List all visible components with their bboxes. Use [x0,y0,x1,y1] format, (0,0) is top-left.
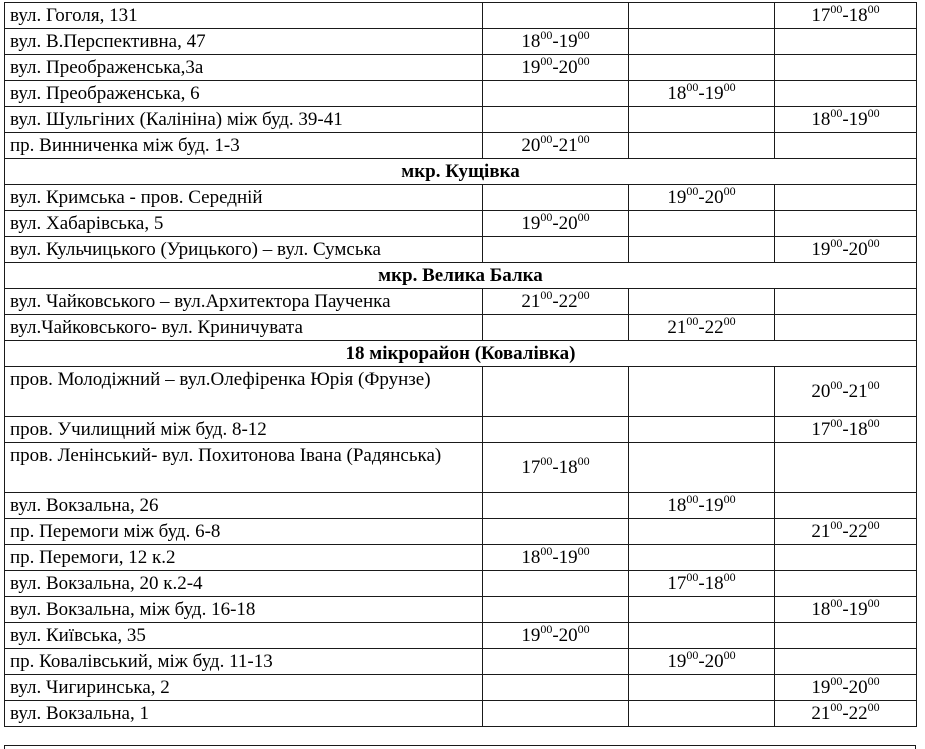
table-row [5,417,917,443]
address-cell: пр. Перемоги між буд. 6-8 [5,519,483,545]
range-dash: - [842,676,849,698]
empty-cell [775,81,917,107]
range-dash: - [552,30,559,52]
time-slot-cell [629,649,775,675]
range-dash: - [842,108,849,130]
empty-cell [483,315,629,341]
range-dash: - [842,598,849,620]
empty-cell [483,81,629,107]
table-row [5,571,917,597]
empty-cell [629,237,775,263]
table-row [5,701,917,727]
end-hour: 22 [558,290,578,312]
empty-cell [483,3,629,29]
empty-cell [775,649,917,675]
address-cell: вул. Вокзальна, 20 к.2-4 [5,571,483,597]
range-dash: - [698,494,705,516]
end-hour: 19 [848,598,868,620]
table-row [5,81,917,107]
empty-cell [775,133,917,159]
start-hour: 17 [521,456,541,478]
time-slot-cell [775,237,917,263]
empty-cell [775,315,917,341]
range-dash: - [552,624,559,646]
empty-cell [629,519,775,545]
range-dash: - [842,380,849,402]
empty-cell [775,289,917,315]
address-cell: вул. Кульчицького (Урицького) – вул. Сумська [5,237,483,263]
start-minutes: 00 [686,184,699,198]
range-dash: - [552,212,559,234]
time-slot-cell [775,107,917,133]
empty-cell [775,571,917,597]
address-cell: вул. Хабарівська, 5 [5,211,483,237]
start-hour: 21 [667,316,687,338]
end-minutes: 00 [867,700,880,714]
time-slot-cell [483,545,629,571]
next-section-edge [4,745,916,749]
end-minutes: 00 [867,106,880,120]
range-dash: - [842,4,849,26]
end-minutes: 00 [577,453,590,468]
range-dash: - [842,418,849,440]
start-hour: 18 [667,494,687,516]
table-row [5,289,917,315]
end-minutes: 00 [723,648,736,662]
empty-cell [483,571,629,597]
time-slot-cell [775,367,917,417]
empty-cell [775,545,917,571]
range-dash: - [552,546,559,568]
start-hour: 18 [811,108,831,130]
empty-cell [629,597,775,623]
range-dash: - [552,56,559,78]
end-minutes: 00 [723,570,736,584]
start-hour: 19 [811,676,831,698]
empty-cell [629,367,775,417]
end-hour: 20 [558,212,578,234]
table-row [5,107,917,133]
end-minutes: 00 [577,622,590,636]
time-slot-cell [629,81,775,107]
empty-cell [775,623,917,649]
end-minutes: 00 [867,236,880,250]
end-hour: 20 [848,676,868,698]
empty-cell [483,185,629,211]
empty-cell [775,211,917,237]
table-row [5,237,917,263]
end-hour: 20 [848,238,868,260]
end-minutes: 00 [723,314,736,328]
time-slot-cell [483,443,629,493]
empty-cell [775,443,917,493]
table-row [5,367,917,417]
start-hour: 19 [521,212,541,234]
time-slot-cell [483,29,629,55]
start-hour: 21 [811,702,831,724]
empty-cell [775,493,917,519]
empty-cell [483,675,629,701]
address-cell: вул. Преображенська, 6 [5,81,483,107]
start-minutes: 00 [830,700,843,714]
end-minutes: 00 [723,492,736,506]
end-hour: 20 [704,650,724,672]
section-row [5,159,917,185]
end-hour: 19 [848,108,868,130]
end-minutes: 00 [577,210,590,224]
empty-cell [483,649,629,675]
start-minutes: 00 [540,132,553,146]
end-minutes: 00 [723,80,736,94]
range-dash: - [552,290,559,312]
end-minutes: 00 [867,518,880,532]
empty-cell [629,3,775,29]
end-minutes: 00 [867,674,880,688]
section-title: мкр. Кущівка [5,159,917,185]
start-hour: 18 [521,30,541,52]
time-slot-cell [483,133,629,159]
address-cell: вул. Шульгіних (Калініна) між буд. 39-41 [5,107,483,133]
empty-cell [775,185,917,211]
start-hour: 19 [521,624,541,646]
time-slot-cell [629,315,775,341]
table-row [5,675,917,701]
empty-cell [483,417,629,443]
time-slot-cell [483,623,629,649]
end-minutes: 00 [577,54,590,68]
time-slot-cell [629,493,775,519]
end-hour: 20 [558,624,578,646]
time-slot-cell [775,417,917,443]
start-hour: 18 [667,82,687,104]
start-hour: 19 [811,238,831,260]
end-hour: 19 [558,30,578,52]
time-slot-cell [775,675,917,701]
time-slot-cell [775,519,917,545]
empty-cell [629,29,775,55]
end-minutes: 00 [577,288,590,302]
start-minutes: 00 [540,210,553,224]
empty-cell [629,211,775,237]
end-hour: 20 [704,186,724,208]
table-row [5,649,917,675]
time-slot-cell [775,3,917,29]
table-row [5,443,917,493]
schedule-body [5,3,917,727]
empty-cell [629,417,775,443]
end-hour: 18 [848,4,868,26]
address-cell: вул. Чигиринська, 2 [5,675,483,701]
range-dash: - [842,238,849,260]
address-cell: пров. Училищний між буд. 8-12 [5,417,483,443]
empty-cell [629,289,775,315]
start-hour: 19 [521,56,541,78]
time-slot-cell [483,289,629,315]
range-dash: - [698,572,705,594]
address-cell: вул. Гоголя, 131 [5,3,483,29]
start-minutes: 00 [830,518,843,532]
time-slot-cell [629,185,775,211]
start-hour: 20 [811,380,831,402]
section-title: мкр. Велика Балка [5,263,917,289]
start-hour: 19 [667,650,687,672]
end-minutes: 00 [723,184,736,198]
table-row [5,133,917,159]
time-slot-cell [775,701,917,727]
empty-cell [483,107,629,133]
start-minutes: 00 [686,492,699,506]
table-row [5,3,917,29]
end-hour: 18 [558,456,578,478]
end-minutes: 00 [867,377,880,392]
empty-cell [483,701,629,727]
end-minutes: 00 [867,416,880,430]
start-minutes: 00 [686,314,699,328]
start-minutes: 00 [540,288,553,302]
end-minutes: 00 [867,596,880,610]
start-minutes: 00 [686,648,699,662]
end-hour: 21 [558,134,578,156]
start-minutes: 00 [540,453,553,468]
address-cell: вул.Чайковського- вул. Криничувата [5,315,483,341]
table-row [5,519,917,545]
end-minutes: 00 [867,2,880,16]
start-minutes: 00 [540,54,553,68]
start-minutes: 00 [540,622,553,636]
range-dash: - [552,456,559,478]
address-cell: вул. Вокзальна, 26 [5,493,483,519]
address-cell: пр. Винниченка між буд. 1-3 [5,133,483,159]
table-row [5,545,917,571]
start-minutes: 00 [830,377,843,392]
table-row [5,185,917,211]
address-cell: пров. Молодіжний – вул.Олефіренка Юрія (Фрунзе) [5,367,483,417]
start-hour: 18 [811,598,831,620]
table-row [5,493,917,519]
empty-cell [629,133,775,159]
empty-cell [629,545,775,571]
section-title: 18 мікрорайон (Ковалівка) [5,341,917,367]
section-row [5,341,917,367]
table-row [5,211,917,237]
empty-cell [483,519,629,545]
time-slot-cell [775,597,917,623]
address-cell: вул. Київська, 35 [5,623,483,649]
empty-cell [629,443,775,493]
empty-cell [775,29,917,55]
start-minutes: 00 [830,416,843,430]
empty-cell [629,623,775,649]
address-cell: вул. Вокзальна, між буд. 16-18 [5,597,483,623]
start-hour: 17 [811,4,831,26]
start-minutes: 00 [540,544,553,558]
section-row [5,263,917,289]
start-hour: 21 [521,290,541,312]
table-row [5,315,917,341]
end-hour: 22 [848,702,868,724]
range-dash: - [698,316,705,338]
range-dash: - [698,650,705,672]
range-dash: - [842,520,849,542]
end-hour: 22 [848,520,868,542]
table-row [5,55,917,81]
start-hour: 20 [521,134,541,156]
empty-cell [483,367,629,417]
time-slot-cell [483,55,629,81]
address-cell: вул. Преображенська,3а [5,55,483,81]
range-dash: - [552,134,559,156]
start-minutes: 00 [830,106,843,120]
table-row [5,29,917,55]
address-cell: вул. Кримська - пров. Середній [5,185,483,211]
address-cell: вул. В.Перспективна, 47 [5,29,483,55]
start-hour: 21 [811,520,831,542]
start-hour: 17 [811,418,831,440]
end-hour: 19 [704,494,724,516]
address-cell: пр. Перемоги, 12 к.2 [5,545,483,571]
time-slot-cell [483,211,629,237]
empty-cell [483,493,629,519]
end-hour: 22 [704,316,724,338]
address-cell: вул. Вокзальна, 1 [5,701,483,727]
empty-cell [629,107,775,133]
empty-cell [629,55,775,81]
end-hour: 19 [558,546,578,568]
end-minutes: 00 [577,28,590,42]
end-hour: 18 [848,418,868,440]
empty-cell [629,701,775,727]
start-hour: 19 [667,186,687,208]
address-cell: вул. Чайковського – вул.Архитектора Паученка [5,289,483,315]
range-dash: - [698,186,705,208]
start-minutes: 00 [540,28,553,42]
table-row [5,597,917,623]
table-row [5,623,917,649]
address-cell: пров. Ленінський- вул. Похитонова Івана (Радянська) [5,443,483,493]
start-minutes: 00 [830,2,843,16]
start-minutes: 00 [830,674,843,688]
range-dash: - [842,702,849,724]
end-minutes: 00 [577,544,590,558]
start-minutes: 00 [686,80,699,94]
schedule-table [4,2,917,727]
start-minutes: 00 [686,570,699,584]
end-minutes: 00 [577,132,590,146]
time-slot-cell [629,571,775,597]
start-minutes: 00 [830,236,843,250]
start-hour: 18 [521,546,541,568]
range-dash: - [698,82,705,104]
start-minutes: 00 [830,596,843,610]
empty-cell [775,55,917,81]
empty-cell [483,237,629,263]
address-cell: пр. Ковалівський, між буд. 11-13 [5,649,483,675]
end-hour: 19 [704,82,724,104]
end-hour: 20 [558,56,578,78]
empty-cell [629,675,775,701]
start-hour: 17 [667,572,687,594]
end-hour: 18 [704,572,724,594]
empty-cell [483,597,629,623]
end-hour: 21 [848,380,868,402]
